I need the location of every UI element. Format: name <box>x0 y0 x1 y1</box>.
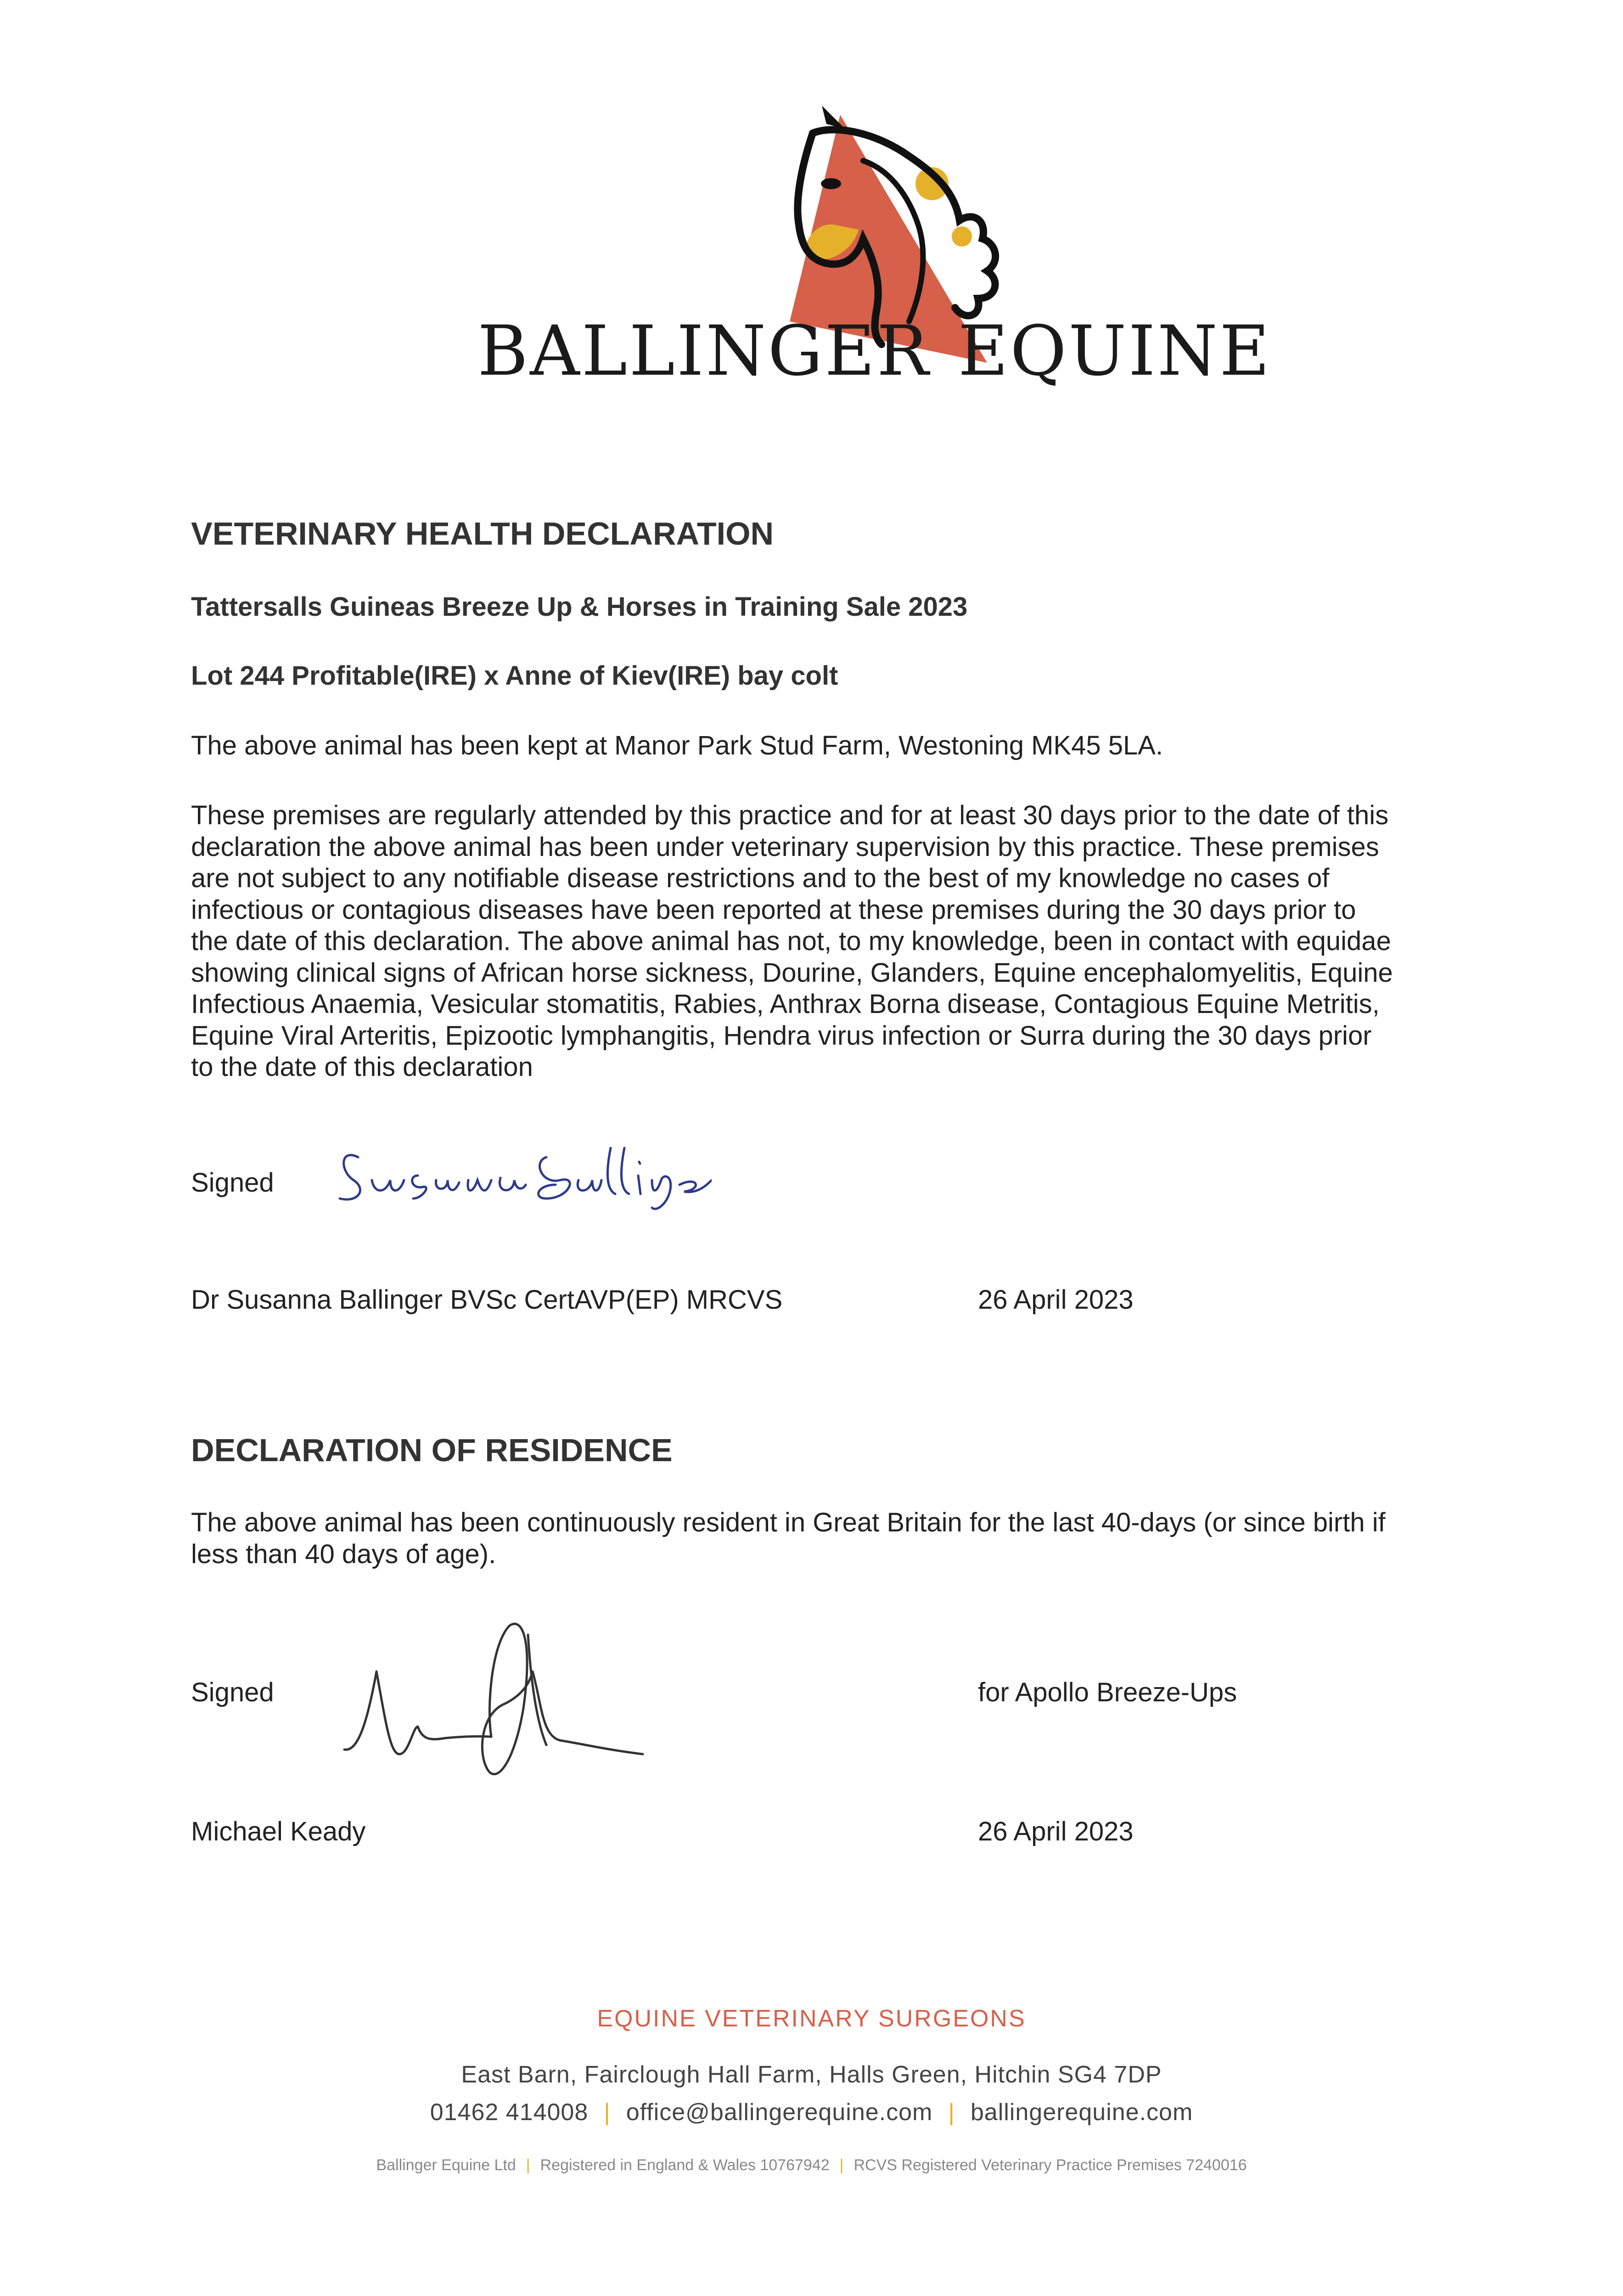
health-body-line: the date of this declaration. The above animal has not, to my knowledge, been in contact with equidae <box>191 926 1391 956</box>
health-body-line: declaration the above animal has been under veterinary supervision by this practice. These premises <box>191 832 1379 862</box>
footer-phone[interactable]: 01462 414008 <box>430 2099 589 2126</box>
separator: | <box>839 2156 844 2174</box>
footer-legal <box>0 2157 1623 2173</box>
separator: | <box>526 2156 530 2174</box>
health-body-line: Equine Viral Arteritis, Epizootic lymphangitis, Hendra virus infection or Surra during the 30 days prior <box>191 1020 1372 1051</box>
separator: | <box>604 2099 611 2126</box>
on-behalf-text: for Apollo Breeze-Ups <box>978 1677 1237 1707</box>
residence-date: 26 April 2023 <box>978 1817 1134 1846</box>
footer-company: Ballinger Equine Ltd <box>376 2156 516 2174</box>
logo-yellow-dot <box>952 226 972 247</box>
health-body <box>191 800 1477 1083</box>
footer-email-link[interactable]: office@ballingerequine.com <box>626 2099 933 2126</box>
logo-wordmark <box>477 311 1272 391</box>
signature-susanna-ballinger <box>331 1130 712 1221</box>
footer-website-link[interactable]: ballingerequine.com <box>970 2099 1193 2126</box>
signature-michael-keady <box>340 1616 652 1791</box>
health-date: 26 April 2023 <box>978 1285 1134 1315</box>
health-body-line: are not subject to any notifiable disease restrictions and to the best of my knowledge no cases of <box>191 863 1330 893</box>
residence-signed-label: Signed <box>191 1677 274 1707</box>
residence-heading: DECLARATION OF RESIDENCE <box>191 1432 673 1468</box>
lot-title: Lot 244 Profitable(IRE) x Anne of Kiev(IRE) bay colt <box>191 661 838 691</box>
health-signed-label: Signed <box>191 1168 274 1198</box>
logo-name-right: EQUINE <box>958 311 1272 391</box>
handwritten-signature <box>340 1616 652 1791</box>
residence-body <box>191 1507 1477 1570</box>
kept-at-text: The above animal has been kept at Manor Park Stud Farm, Westoning MK45 5LA. <box>191 731 1163 760</box>
residence-body-line: The above animal has been continuously resident in Great Britain for the last 40-days (or since birth if <box>191 1508 1386 1537</box>
footer-rcvs: RCVS Registered Veterinary Practice Premises 7240016 <box>854 2156 1247 2174</box>
footer-registered: Registered in England & Wales 10767942 <box>540 2156 830 2174</box>
health-body-line: showing clinical signs of African horse sickness, Dourine, Glanders, Equine encephalomyelitis, Equine <box>191 957 1393 988</box>
logo-eye <box>821 178 841 189</box>
handwritten-signature <box>331 1130 712 1221</box>
separator: | <box>948 2099 955 2126</box>
health-heading: VETERINARY HEALTH DECLARATION <box>191 516 774 551</box>
health-body-line: infectious or contagious diseases have been reported at these premises during the 30 days prior to <box>191 895 1356 925</box>
residence-signatory: Michael Keady <box>191 1817 366 1846</box>
footer-address: East Barn, Fairclough Hall Farm, Halls Green, Hitchin SG4 7DP <box>461 2061 1162 2088</box>
logo-name-left: BALLINGER <box>477 311 931 391</box>
footer-contact <box>0 2100 1623 2124</box>
residence-body-line: less than 40 days of age). <box>191 1539 496 1569</box>
footer-title: EQUINE VETERINARY SURGEONS <box>597 2005 1026 2032</box>
health-body-line: Infectious Anaemia, Vesicular stomatitis, Rabies, Anthrax Borna disease, Contagious Equine Metritis, <box>191 989 1380 1019</box>
health-body-line: These premises are regularly attended by this practice and for at least 30 days prior to the date of this <box>191 800 1389 830</box>
health-body-line: to the date of this declaration <box>191 1052 533 1082</box>
sale-title: Tattersalls Guineas Breeze Up & Horses in Training Sale 2023 <box>191 592 968 622</box>
health-signatory: Dr Susanna Ballinger BVSc CertAVP(EP) MRCVS <box>191 1285 783 1315</box>
